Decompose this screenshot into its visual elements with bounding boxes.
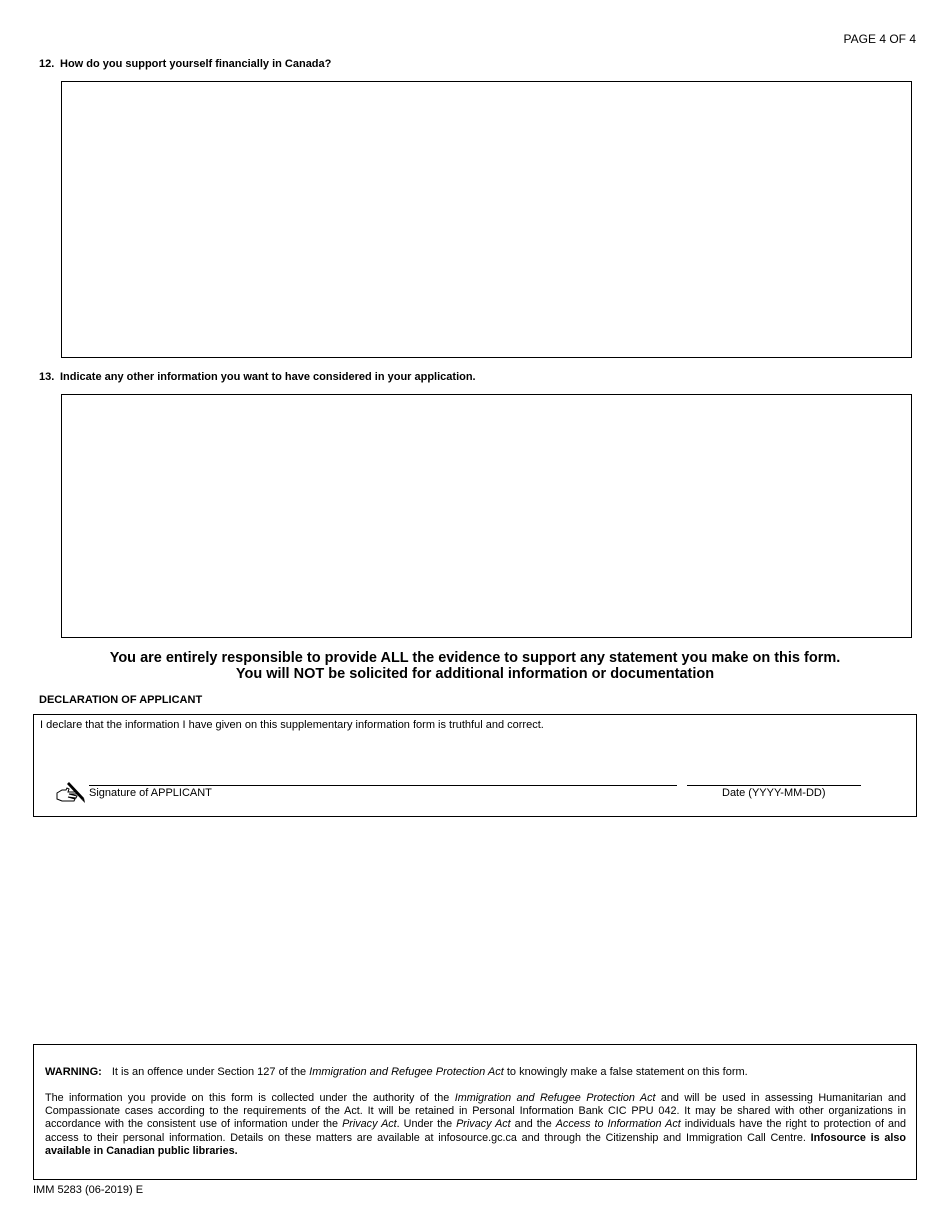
question-number: 13. <box>39 371 55 383</box>
privacy-notice <box>45 1092 906 1158</box>
warning-act-name: Immigration and Refugee Protection Act <box>309 1066 504 1078</box>
form-identifier: IMM 5283 (06-2019) E <box>33 1184 144 1196</box>
question-13-label <box>39 371 476 383</box>
warning-text-after: to knowingly make a false statement on this form. <box>503 1066 748 1078</box>
warning-text-before: It is an offence under Section 127 of the <box>111 1066 310 1078</box>
privacy-text: . Under the <box>396 1118 457 1131</box>
question-13-answer-field[interactable] <box>61 394 912 638</box>
question-12-answer-field[interactable] <box>61 81 912 358</box>
evidence-notice-line1: You are entirely responsible to provide ALL the evidence to support any statement you make on this form. <box>109 650 841 666</box>
privacy-act-name: Privacy Act <box>456 1118 511 1131</box>
question-12-label <box>39 58 331 70</box>
privacy-infosource-note: Infosource is also available in Canadian public libraries. <box>45 1131 906 1157</box>
privacy-act-name: Immigration and Refugee Protection Act <box>454 1092 656 1104</box>
question-text: Indicate any other information you want to have considered in your application. <box>60 371 476 383</box>
date-label: Date (YYYY-MM-DD) <box>722 787 826 799</box>
warning-statement <box>45 1066 905 1078</box>
signature-label: Signature of APPLICANT <box>89 787 212 799</box>
page-number: PAGE 4 OF 4 <box>843 32 916 46</box>
warning-label: WARNING: <box>45 1066 102 1078</box>
privacy-text: and will be used in assessing Humanitarian and Compassionate cases according to the requirements of the Act. It will be retained in Personal Information Bank CIC PPU 042. It may be shared with other organizations in accordance with the consistent use of information under the <box>45 1092 906 1131</box>
privacy-text: The information you provide on this form is collected under the authority of the <box>45 1092 455 1104</box>
privacy-text: individuals have the right to protection of and access to their personal information. Details on these matters are available at infosource.gc.ca and through the Citizenship and Immigration Call Centre. <box>45 1118 906 1144</box>
privacy-act-name: Access to Information Act <box>555 1118 681 1131</box>
declaration-statement: I declare that the information I have given on this supplementary information form is truthful and correct. <box>40 719 544 731</box>
declaration-title: DECLARATION OF APPLICANT <box>39 694 203 706</box>
privacy-act-name: Privacy Act <box>342 1118 397 1131</box>
signature-pen-icon <box>55 780 87 804</box>
question-text: How do you support yourself financially in Canada? <box>60 58 332 70</box>
question-number: 12. <box>39 58 55 70</box>
evidence-notice-line2: You will NOT be solicited for additional information or documentation <box>235 666 715 682</box>
privacy-text: and the <box>510 1118 556 1131</box>
